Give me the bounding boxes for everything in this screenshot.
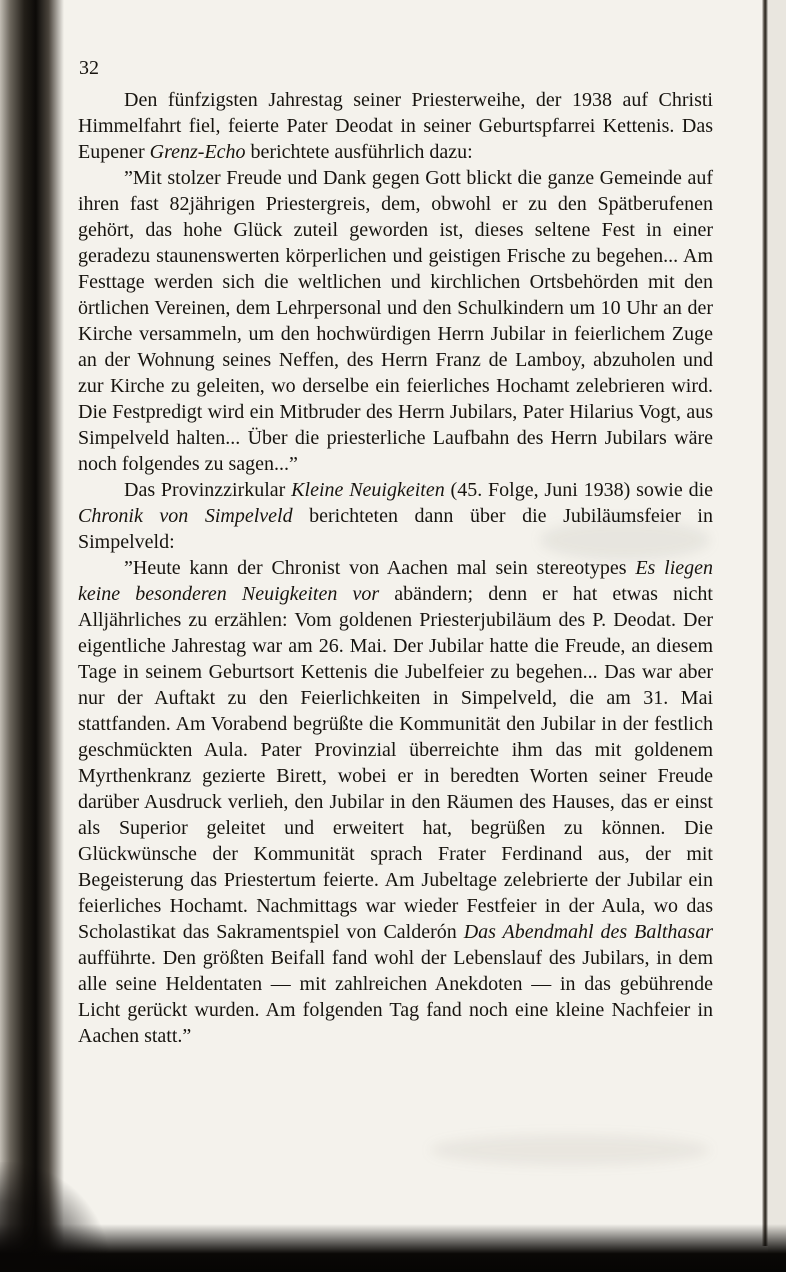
- paragraph: [78, 165, 713, 477]
- scan-bottom-band: [0, 1224, 786, 1272]
- text-run: berichtete ausführlich dazu:: [245, 141, 473, 163]
- page-number: 32: [79, 57, 99, 79]
- text-run: abändern; denn er hat etwas nicht Alljährliches zu erzählen: Vom goldenen Priesterjubiläum des P. Deodat. Der eigentliche Jahrestag war am 26. Mai. Der Jubilar hatte die Freude, an diesem Tage in seinem Geburtsort Kettenis die Jubelfeier zu begehen... Das war aber nur der Auftakt zu den Feierlichkeiten in Simpelveld, die am 31. Mai stattfanden. Am Vorabend begrüßte die Kommunität den Jubilar in der festlich geschmückten Aula. Pater Provinzial überreichte ihm das mit goldenem Myrthenkranz gezierte Birett, wobei er in beredten Worten seiner Freude darüber Ausdruck verlieh, den Jubilar in den Räumen des Hauses, das er einst als Superior geleitet und erweitert hat, begrüßen zu können. Die Glückwünsche der Kommunität sprach Frater Ferdinand aus, der mit Begeisterung das Priestertum feierte. Am Jubeltage zelebrierte der Jubilar ein feierliches Hochamt. Nachmittags war wieder Festfeier in der Aula, wo das Scholastikat das Sakramentspiel von Calderón: [78, 583, 713, 943]
- text-run: berichteten dann über die Jubiläumsfeier in Simpelveld:: [78, 505, 713, 553]
- text-run: aufführte. Den größten Beifall fand wohl der Lebenslauf des Jubilars, in dem alle seine Heldentaten — mit zahlreichen Anekdoten — in das gebührende Licht gerückt wurden. Am folgenden Tag fand noch eine kleine Nachfeier in Aachen statt.”: [78, 947, 713, 1047]
- paragraph: [78, 477, 713, 555]
- italic-text-run: Das Abendmahl des Balthasar: [463, 921, 713, 943]
- text-run: ”Mit stolzer Freude und Dank gegen Gott blickt die ganze Gemeinde auf ihren fast 82jährigen Priestergreis, dem, obwohl er zu den Spätberufenen gehört, das hohe Glück zuteil geworden ist, dieses seltene Fest in einer geradezu staunenswerten körperlichen und geistigen Frische zu begehen... Am Festtage werden sich die weltlichen und kirchlichen Ortsbehörden mit den örtlichen Vereinen, dem Lehrpersonal und den Schulkindern um 10 Uhr an der Kirche versammeln, um den hochwürdigen Herrn Jubilar in feierlichem Zuge an der Wohnung seines Neffen, des Herrn Franz de Lamboy, abzuholen und zur Kirche zu geleiten, wo derselbe ein feierliches Hochamt zelebrieren wird. Die Festpredigt wird ein Mitbruder des Herrn Jubilars, Pater Hilarius Vogt, aus Simpelveld halten... Über die priesterliche Laufbahn des Herrn Jubilars wäre noch folgendes zu sagen...”: [78, 167, 713, 475]
- text-run: Das Provinzzirkular: [124, 479, 292, 501]
- text-run: Den fünfzigsten Jahrestag seiner Priesterweihe, der 1938 auf Christi Himmelfahrt fiel, feierte Pater Deodat in seiner Geburtspfarrei Kettenis. Das Eupener: [78, 89, 713, 163]
- text-run: (45. Folge, Juni 1938) sowie die: [444, 479, 714, 501]
- paragraph: [78, 87, 713, 165]
- italic-text-run: Grenz-Echo: [149, 141, 246, 163]
- paragraph: [78, 555, 713, 1049]
- scan-right-edge: [768, 0, 786, 1272]
- bleed-through-smudge: [430, 1135, 710, 1165]
- italic-text-run: Kleine Neuigkeiten: [291, 479, 445, 501]
- italic-text-run: Chronik von Simpelveld: [78, 505, 293, 527]
- scan-corner-shadow: [0, 1162, 110, 1272]
- text-body: [78, 87, 713, 1049]
- text-run: ”Heute kann der Chronist von Aachen mal sein stereotypes: [124, 557, 636, 579]
- scan-right-line: [762, 0, 768, 1246]
- italic-text-run: Es liegen keine besonderen Neuigkeiten vor: [78, 557, 713, 605]
- scan-gutter-shadow: [0, 0, 64, 1272]
